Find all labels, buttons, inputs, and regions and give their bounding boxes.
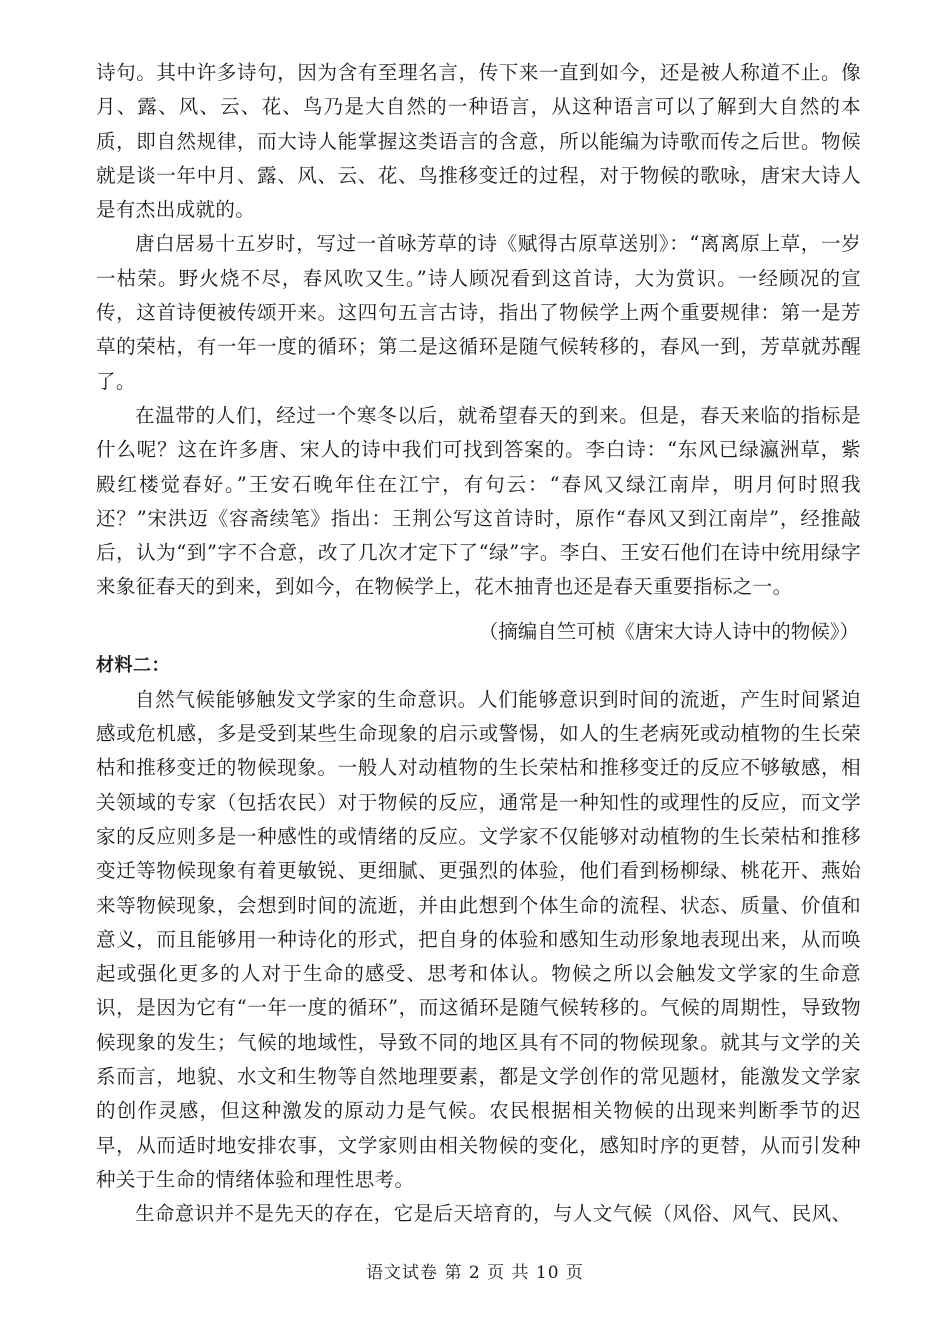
material2-paragraph-1: 自然气候能够触发文学家的生命意识。人们能够意识到时间的流逝，产生时间紧迫感或危机感，多是受到某些生命现象的启示或警惕，如人的生老病死或动植物的生长荣枯和推移变迁的物候现象。一般人对动植物的生长荣枯和推移变迁的反应不够敏感，相关领域的专家（包括农民）对于物候的反应，通常是一种知性的或理性的反应，而文学家的反应则多是一种感性的或情绪的反应。文学家不仅能够对动植物的生长荣枯和推移变迁等物候现象有着更敏锐、更细腻、更强烈的体验，他们看到杨柳绿、桃花开、燕始来等物候现象，会想到时间的流逝，并由此想到个体生命的流程、状态、质量、价值和意义，而且能够用一种诗化的形式，把自身的体验和感知生动形象地表现出来，从而唤起或强化更多的人对于生命的感受、思考和体认。物候之所以会触发文学家的生命意识，是因为它有“一年一度的循环”，而这循环是随气候转移的。气候的周期性，导致物候现象的发生；气候的地域性，导致不同的地区具有不同的物候现象。就其与文学的关系而言，地貌、水文和生物等自然地理要素，都是文学创作的常见题材，能激发文学家的创作灵感，但这种激发的原动力是气候。农民根据相关物候的出现来判断季节的迟早，从而适时地安排农事，文学家则由相关物候的变化，感知时序的更替，从而引发种种关于生命的情绪体验和理性思考。 — [96, 687, 861, 1191]
material1-paragraph-1: 诗句。其中许多诗句，因为含有至理名言，传下来一直到如今，还是被人称道不止。像月、露、风、云、花、鸟乃是大自然的一种语言，从这种语言可以了解到大自然的本质，即自然规律，而大诗人能掌握这类语言的含意，所以能编为诗歌而传之后世。物候就是谈一年中月、露、风、云、花、鸟推移变迁的过程，对于物候的歌咏，唐宋大诗人是有杰出成就的。 — [96, 61, 861, 222]
material1-paragraph-2: 唐白居易十五岁时，写过一首咏芳草的诗《赋得古原草送别》：“离离原上草，一岁一枯荣。野火烧不尽，春风吹又生。”诗人顾况看到这首诗，大为赏识。一经顾况的宣传，这首诗便被传颂开来。这四句五言古诗，指出了物候学上两个重要规律：第一是芳草的荣枯，有一年一度的循环；第二是这循环是随气候转移的，春风一到，芳草就苏醒了。 — [96, 232, 861, 393]
material1-source: （摘编自竺可桢《唐宋大诗人诗中的物候》） — [478, 619, 859, 643]
material1-paragraph-3: 在温带的人们，经过一个寒冬以后，就希望春天的到来。但是，春天来临的指标是什么呢？这在许多唐、宋人的诗中我们可找到答案的。李白诗：“东风已绿瀛洲草，紫殿红楼觉春好。”王安石晚年住在江宁，有句云：“春风又绿江南岸，明月何时照我还？”宋洪迈《容斋续笔》指出：王荆公写这首诗时，原作“春风又到江南岸”，经推敲后，认为“到”字不合意，改了几次才定下了“绿”字。李白、王安石他们在诗中统用绿字来象征春天的到来，到如今，在物候学上，花木抽青也还是春天重要指标之一。 — [96, 403, 861, 599]
material2-heading: 材料二： — [96, 654, 170, 676]
page-footer: 语文试卷 第 2 页 共 10 页 — [366, 1263, 584, 1283]
page-content — [96, 56, 861, 1232]
material2-paragraph-2: 生命意识并不是先天的存在，它是后天培育的，与人文气候（风俗、风气、民风、 — [135, 1202, 852, 1226]
